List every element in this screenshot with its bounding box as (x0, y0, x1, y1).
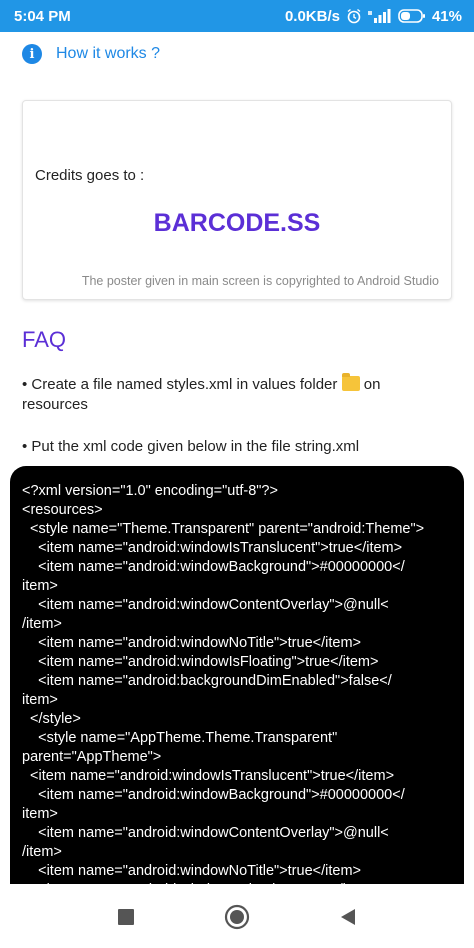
faq-title: FAQ (22, 327, 67, 352)
alarm-icon (346, 8, 362, 24)
credits-label: Credits goes to : (35, 167, 145, 184)
xml-code-block (10, 466, 464, 884)
code-line: item> (22, 806, 58, 822)
faq-item-text-suffix: on resources (22, 376, 381, 413)
recents-icon (117, 908, 135, 926)
code-line: parent="AppTheme"> (22, 749, 162, 765)
code-line: <item name="android:windowContentOverlay">@null< (22, 825, 389, 841)
code-line: item> (22, 578, 58, 594)
code-line: <style name="AppTheme.Theme.Transparent" (22, 730, 338, 746)
code-line: <item name="android:windowIsFloating">true</item> (22, 654, 379, 670)
code-line: <item name="android:windowBackground">#00000000</ (22, 787, 405, 803)
code-line: <item name="android:windowNoTitle">true</item> (22, 635, 361, 651)
status-bar (0, 0, 474, 32)
status-time: 5:04 PM (14, 7, 71, 25)
how-it-works-link[interactable] (22, 44, 160, 64)
copyright-note: The poster given in main screen is copyrighted to Android Studio (81, 274, 439, 288)
code-line: <style name="Theme.Transparent" parent="android:Theme"> (22, 521, 425, 537)
battery-icon (398, 8, 426, 24)
code-line: <resources> (22, 502, 103, 518)
code-line: <?xml version="1.0" encoding="utf-8"?> (22, 483, 278, 499)
info-icon: i (22, 44, 42, 64)
credits-brand: BARCODE.SS (153, 209, 321, 237)
code-line: <item name="android:windowIsTranslucent">true</item> (22, 540, 403, 556)
faq-item-create-file (22, 375, 452, 415)
back-button[interactable] (328, 897, 368, 937)
code-line: </style> (22, 711, 81, 727)
home-icon (224, 904, 250, 930)
recents-button[interactable] (106, 897, 146, 937)
code-line: /item> (22, 616, 62, 632)
faq-item-text: • Create a file named styles.xml in values folder (22, 376, 342, 393)
code-line: <item name="android:backgroundDimEnabled">false</ (22, 673, 392, 689)
home-button[interactable] (217, 897, 257, 937)
code-line: <item name="android:windowNoTitle">true</item> (22, 863, 361, 879)
status-icons (285, 8, 462, 25)
navigation-bar (0, 886, 474, 948)
code-line: <item name="android:windowBackground">#00000000</ (22, 559, 405, 575)
battery-percentage: 41% (431, 7, 462, 25)
how-it-works-label: How it works ? (56, 45, 161, 62)
code-line: <item name="android:windowIsTranslucent">true</item> (22, 768, 395, 784)
code-line: /item> (22, 844, 62, 860)
network-speed: 0.0KB/s (284, 7, 340, 25)
faq-item-put-code: • Put the xml code given below in the file string.xml (22, 438, 360, 455)
code-line: <item name="android:windowContentOverlay">@null< (22, 597, 389, 613)
folder-icon (342, 376, 360, 391)
back-icon (339, 908, 357, 926)
signal-icon (368, 9, 392, 23)
code-line: item> (22, 692, 58, 708)
credits-card (22, 100, 452, 300)
